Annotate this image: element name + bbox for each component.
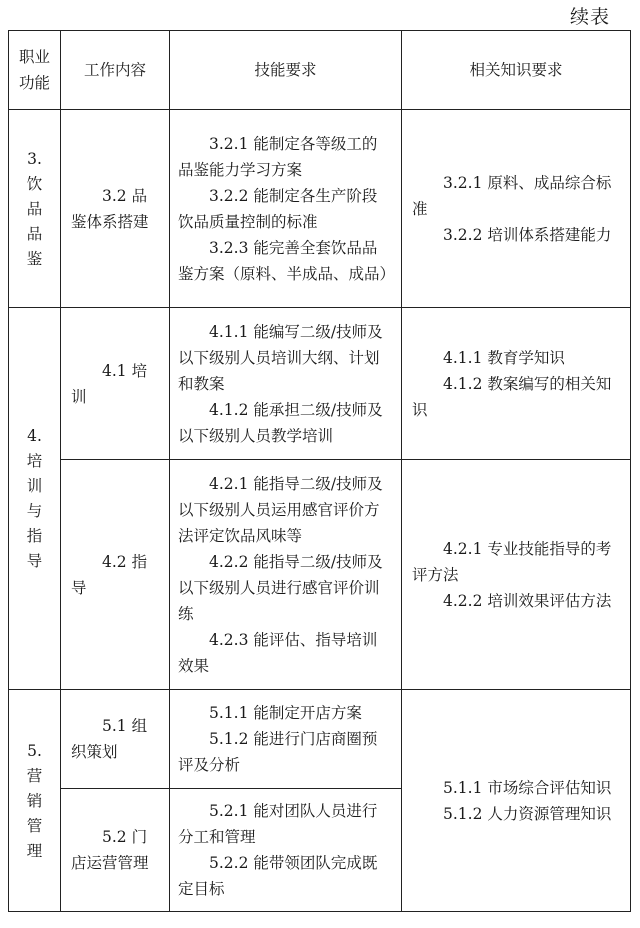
function-cell: 3. 饮品品鉴 (9, 110, 61, 308)
knowledge-cell: 3.2.1 原料、成品综合标准 3.2.2 培训体系搭建能力 (402, 110, 631, 308)
table-row (9, 110, 631, 308)
continued-label: 续表 (569, 6, 610, 28)
header-function: 职业 功能 (9, 31, 61, 110)
table-row (9, 690, 631, 789)
skills-table (8, 30, 631, 912)
function-cell: 4. 培训与指导 (9, 308, 61, 690)
skills-cell: 5.2.1 能对团队人员进行分工和管理 5.2.2 能带领团队完成既定目标 (170, 789, 402, 912)
header-row (9, 31, 631, 110)
header-content: 工作内容 (61, 31, 170, 110)
content-cell: 5.2 门店运营管理 (61, 789, 170, 912)
function-cell: 5. 营销管理 (9, 690, 61, 912)
table-row (9, 308, 631, 460)
knowledge-cell: 4.2.1 专业技能指导的考评方法 4.2.2 培训效果评估方法 (402, 460, 631, 690)
knowledge-cell: 4.1.1 教育学知识 4.1.2 教案编写的相关知识 (402, 308, 631, 460)
table-row (9, 460, 631, 690)
skills-cell: 5.1.1 能制定开店方案 5.1.2 能进行门店商圈预评及分析 (170, 690, 402, 789)
skills-cell: 4.2.1 能指导二级/技师及以下级别人员运用感官评价方法评定饮品风味等 4.2.2 能指导二级/技师及以下级别人员进行感官评价训练 4.2.3 能评估、指导培训效果 (170, 460, 402, 690)
content-cell: 5.1 组织策划 (61, 690, 170, 789)
skills-cell: 4.1.1 能编写二级/技师及以下级别人员培训大纲、计划和教案 4.1.2 能承担二级/技师及以下级别人员教学培训 (170, 308, 402, 460)
content-cell: 4.1 培训 (61, 308, 170, 460)
header-knowledge: 相关知识要求 (402, 31, 631, 110)
knowledge-cell: 5.1.1 市场综合评估知识 5.1.2 人力资源管理知识 (402, 690, 631, 912)
header-skills: 技能要求 (170, 31, 402, 110)
content-cell: 3.2 品鉴体系搭建 (61, 110, 170, 308)
content-cell: 4.2 指导 (61, 460, 170, 690)
skills-cell: 3.2.1 能制定各等级工的品鉴能力学习方案 3.2.2 能制定各生产阶段饮品质量控制的标准 3.2.3 能完善全套饮品品鉴方案（原料、半成品、成品） (170, 110, 402, 308)
